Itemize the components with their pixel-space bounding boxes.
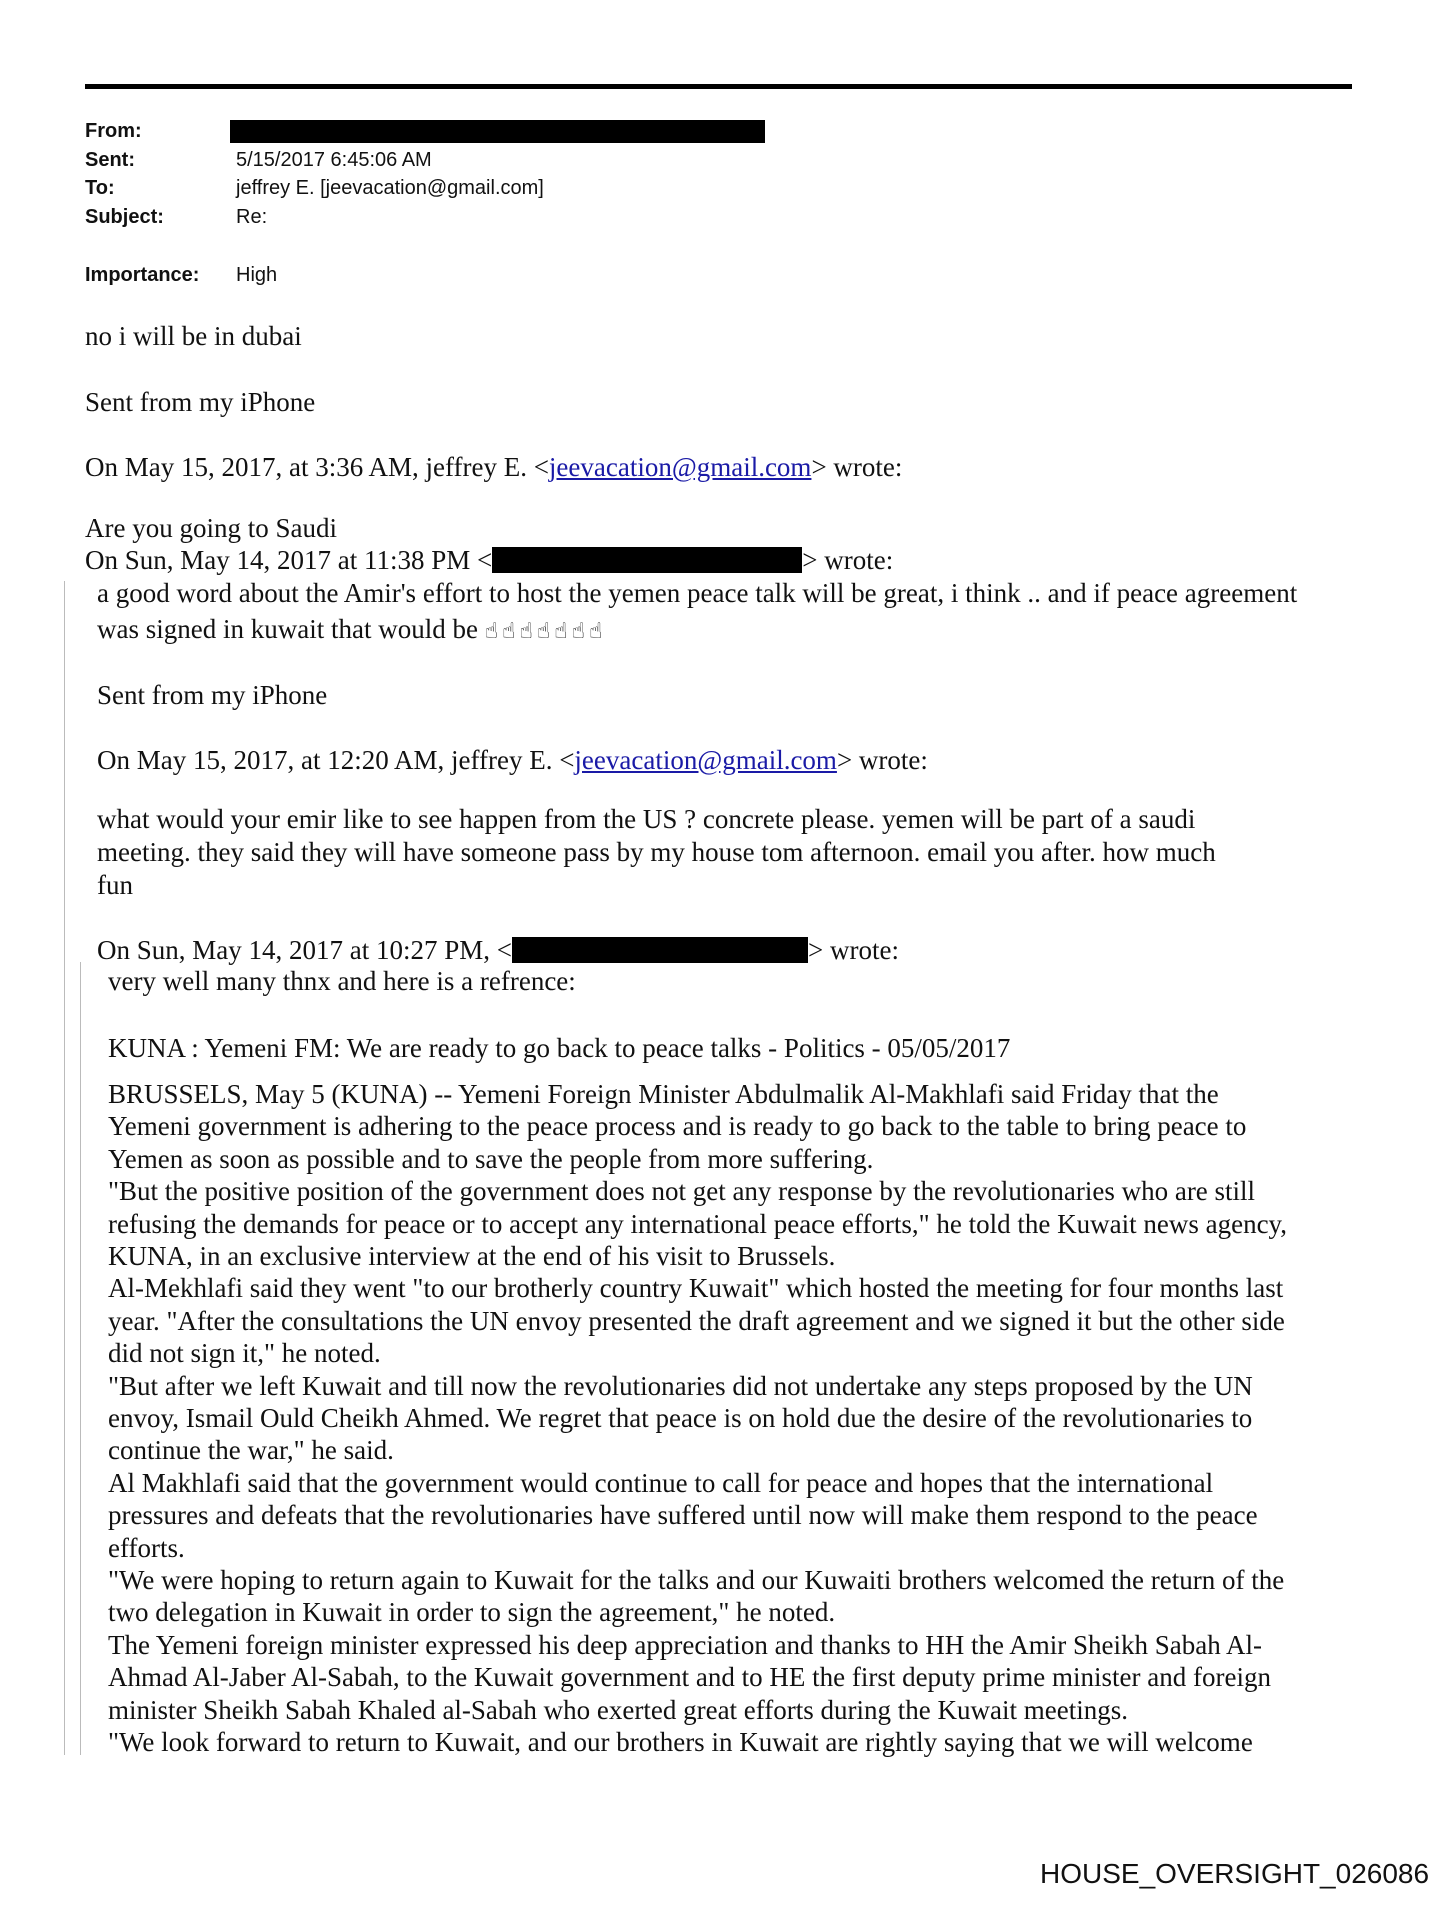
reply-signature: Sent from my iPhone: [85, 387, 316, 417]
quote3-line: what would your emir like to see happen from the US ? concrete please. yemen will be part of a saudi: [97, 804, 1196, 834]
quote2-signature: Sent from my iPhone: [97, 680, 328, 710]
article-line: "We were hoping to return again to Kuwait for the talks and our Kuwaiti brothers welcomed the return of the: [108, 1565, 1285, 1595]
quote1-intro: [85, 451, 902, 483]
quote1-intro-suffix: > wrote:: [811, 452, 903, 482]
quote4-intro-prefix: On Sun, May 14, 2017 at 10:27 PM, <: [97, 935, 512, 965]
article-line: Ahmad Al-Jaber Al-Sabah, to the Kuwait government and to HE the first deputy prime minister and foreign: [108, 1662, 1271, 1693]
quote1-intro-prefix: On May 15, 2017, at 3:36 AM, jeffrey E. <: [85, 452, 549, 482]
redacted-email: [492, 547, 802, 573]
article-line: "But the positive position of the government does not get any response by the revolutionaries who are still: [108, 1176, 1256, 1207]
thumbs-icon: ☝☝☝☝☝☝☝: [484, 619, 607, 644]
bates-number: HOUSE_OVERSIGHT_026086: [1040, 1858, 1430, 1889]
subject-value: Re:: [236, 206, 268, 228]
to-label: To:: [85, 177, 115, 199]
reply-body: no i will be in dubai: [85, 321, 302, 351]
article-line: minister Sheikh Sabah Khaled al-Sabah who exerted great efforts during the Kuwait meetings.: [108, 1694, 1128, 1725]
article-line: refusing the demands for peace or to accept any international peace efforts," he told the Kuwait news agency,: [108, 1208, 1288, 1239]
article-line: year. "After the consultations the UN envoy presented the draft agreement and we signed it but the other side: [108, 1305, 1285, 1336]
quote4-line1: very well many thnx and here is a refrence:: [108, 966, 576, 996]
quote1-body: Are you going to Saudi: [85, 513, 337, 543]
sent-label: Sent:: [85, 149, 135, 171]
article-line: BRUSSELS, May 5 (KUNA) -- Yemeni Foreign Minister Abdulmalik Al-Makhlafi said Friday that the: [108, 1079, 1219, 1109]
sent-value: 5/15/2017 6:45:06 AM: [236, 149, 432, 171]
quote1-email-link[interactable]: jeevacation@gmail.com: [548, 452, 812, 482]
quote3-intro: [97, 744, 928, 776]
top-rule: [85, 84, 1352, 89]
article-line: Al Makhlafi said that the government would continue to call for peace and hopes that the international: [108, 1467, 1214, 1498]
article-line: "We look forward to return to Kuwait, and our brothers in Kuwait are rightly saying that we will welcome: [108, 1727, 1253, 1757]
quote3-line: meeting. they said they will have someone pass by my house tom afternoon. email you after. how much: [97, 837, 1216, 867]
redacted-sender: [230, 120, 765, 143]
redacted-email: [512, 937, 808, 963]
quote3-intro-prefix: On May 15, 2017, at 12:20 AM, jeffrey E. <: [97, 745, 575, 775]
article-line: Yemeni government is adhering to the peace process and is ready to go back to the table to bring peace to: [108, 1111, 1247, 1142]
quote3-line: fun: [97, 870, 133, 900]
importance-label: Importance:: [85, 264, 200, 286]
article-line: envoy, Ismail Ould Cheikh Ahmed. We regret that peace is on hold due the desire of the revolutionaries to: [108, 1403, 1253, 1433]
article-line: KUNA, in an exclusive interview at the end of his visit to Brussels.: [108, 1241, 836, 1271]
quote2-line2-text: was signed in kuwait that would be: [97, 614, 478, 644]
article-line: continue the war," he said.: [108, 1435, 394, 1466]
quote3-intro-suffix: > wrote:: [836, 745, 928, 775]
quote2-intro: [85, 544, 893, 576]
article-line: two delegation in Kuwait in order to sign the agreement," he noted.: [108, 1597, 836, 1628]
article-line: did not sign it," he noted.: [108, 1338, 381, 1369]
quote-bar: [80, 962, 81, 1755]
quote-bar: [64, 581, 65, 1755]
quote4-intro-suffix: > wrote:: [808, 935, 899, 965]
quote3-email-link[interactable]: jeevacation@gmail.com: [574, 745, 837, 775]
article-headline: KUNA : Yemeni FM: We are ready to go back to peace talks - Politics - 05/05/2017: [108, 1033, 1011, 1063]
subject-label: Subject:: [85, 206, 164, 228]
quote2-line1: a good word about the Amir's effort to host the yemen peace talk will be great, i think .. and if peace agreement: [97, 578, 1298, 608]
article-line: "But after we left Kuwait and till now the revolutionaries did not undertake any steps proposed by the UN: [108, 1370, 1253, 1401]
quote4-intro: [97, 934, 899, 966]
article-line: pressures and defeats that the revolutionaries have suffered until now will make them respond to the peace: [108, 1500, 1258, 1531]
to-value: jeffrey E. [jeevacation@gmail.com]: [236, 177, 544, 199]
article-line: efforts.: [108, 1532, 185, 1563]
quote2-intro-suffix: > wrote:: [802, 545, 894, 575]
article-line: The Yemeni foreign minister expressed his deep appreciation and thanks to HH the Amir Sheikh Sabah Al-: [108, 1629, 1263, 1660]
quote2-line2: [97, 613, 606, 648]
from-label: From:: [85, 120, 142, 142]
article-line: Yemen as soon as possible and to save the people from more suffering.: [108, 1143, 874, 1174]
quote2-intro-prefix: On Sun, May 14, 2017 at 11:38 PM <: [85, 545, 493, 575]
article-line: Al-Mekhlafi said they went "to our brotherly country Kuwait" which hosted the meeting for four months last: [108, 1273, 1284, 1304]
importance-value: High: [236, 264, 278, 286]
